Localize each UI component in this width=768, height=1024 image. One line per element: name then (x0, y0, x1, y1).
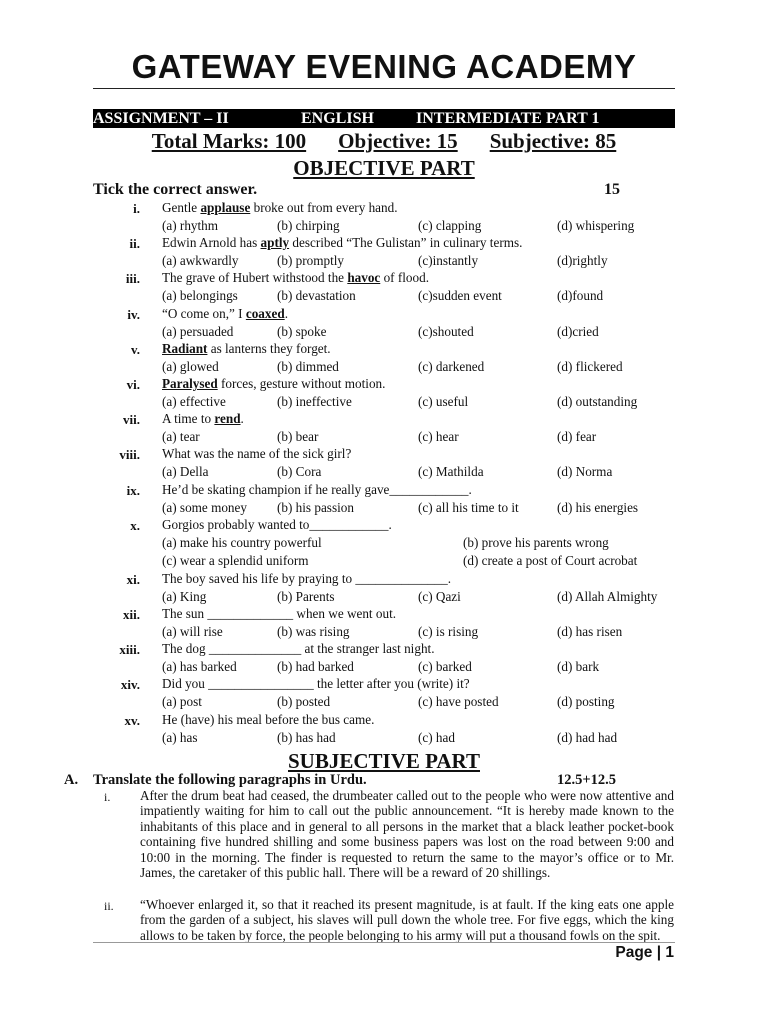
question-text-part: broke out from every hand. (250, 200, 398, 215)
answer-option[interactable]: (c) had (418, 729, 455, 745)
answer-option[interactable]: (d) has risen (557, 624, 623, 639)
question-number: vi. (126, 377, 140, 392)
question-text (162, 517, 392, 533)
question-keyword: havoc (347, 270, 381, 286)
question-text-part: The sun _____________ when we went out. (162, 606, 397, 621)
assignment-label: ASSIGNMENT – II (93, 110, 229, 127)
question-number: xii. (123, 607, 140, 622)
question-text-part: He (have) his meal before the bus came. (162, 711, 375, 727)
answer-option[interactable]: (a) belongings (162, 288, 238, 304)
question-text (162, 235, 522, 251)
question-number: ii. (129, 236, 140, 252)
objective-heading: OBJECTIVE PART (293, 156, 475, 180)
subject-label: ENGLISH (301, 110, 374, 127)
answer-option[interactable]: (c) Mathilda (418, 464, 484, 480)
answer-option[interactable]: (a) has (162, 729, 198, 745)
objective-instruction: Tick the correct answer. (93, 181, 258, 198)
paragraph-text: After the drum beat had ceased, the drumbeater called out to the people who were now attentive and impatiently waiting for him to call out the public announcement. “It is hereby made known to the inhabitants of this place and in general to all persons in the market that a black leather pocket-book containing five hundred shilling and some business papers was lost on the road between 9:00 and 10:00 in the morning. The finder is requested to return the same to the mayor’s office or to Mr. James, the caretaker of this public hall. There will be a reward of 20 shillings. (140, 788, 674, 881)
section-marks: 12.5+12.5 (557, 772, 617, 788)
question-number: xv. (124, 712, 140, 728)
question-text-part: Gentle (162, 200, 201, 215)
question-text (162, 482, 472, 498)
question-text-part: of flood. (380, 270, 429, 286)
answer-option[interactable]: (a) tear (162, 429, 200, 445)
answer-option[interactable]: (b) spoke (277, 323, 327, 339)
footer-divider (93, 942, 675, 943)
objective-marks-value: 15 (604, 181, 620, 198)
answer-option[interactable]: (d)found (557, 288, 604, 304)
answer-option[interactable]: (d) had had (557, 729, 618, 745)
question-text-part: . (284, 305, 288, 321)
question-number: xiv. (120, 677, 140, 693)
answer-option[interactable]: (a) post (162, 694, 202, 710)
question-text (162, 200, 398, 216)
answer-option[interactable]: (a) make his country powerful (162, 534, 322, 550)
question-text-part: as lanterns they forget. (207, 340, 331, 356)
answer-option[interactable]: (d) outstanding (557, 394, 638, 409)
answer-option[interactable]: (d) Allah Almighty (557, 588, 658, 604)
question-number: iv. (127, 306, 140, 322)
answer-option[interactable]: (c) Qazi (418, 588, 461, 604)
question-text-part: described “The Gulistan” in culinary terms. (289, 235, 523, 251)
answer-option[interactable]: (a) King (162, 588, 207, 604)
page-footer: Page | 1 (615, 944, 674, 961)
objective-marks: Objective: 15 (338, 129, 458, 153)
answer-option[interactable]: (b) bear (277, 429, 319, 445)
marks-line (0, 129, 768, 154)
answer-option[interactable]: (b) promptly (277, 253, 345, 269)
answer-option[interactable]: (d) posting (557, 694, 615, 710)
answer-option[interactable]: (b) devastation (277, 288, 356, 304)
question-number: xiii. (119, 642, 140, 658)
answer-option[interactable]: (d) Norma (557, 464, 613, 480)
answer-option[interactable]: (c) barked (418, 659, 472, 675)
question-text-part: The grave of Hubert withstood the (162, 270, 348, 286)
answer-option[interactable]: (b) his passion (277, 499, 354, 515)
question-text-part: Gorgios probably wanted to____________. (162, 516, 392, 532)
question-number: iii. (125, 271, 140, 287)
answer-option[interactable]: (c) all his time to it (418, 499, 519, 515)
question-keyword: rend (214, 411, 241, 427)
answer-option[interactable]: (a) persuaded (162, 323, 234, 339)
answer-option[interactable]: (b) Parents (277, 588, 335, 604)
question-text (162, 446, 351, 462)
question-keyword: coaxed (245, 305, 285, 321)
question-keyword: Paralysed (162, 376, 218, 391)
paragraph-number: i. (104, 790, 111, 804)
total-marks: Total Marks: 100 (151, 129, 307, 153)
page-number: 1 (665, 944, 674, 961)
question-keyword: aptly (260, 235, 290, 251)
answer-option[interactable]: (b) has had (277, 729, 336, 745)
question-text-part: Did you ________________ the letter after you (write) it? (162, 676, 470, 692)
answer-option[interactable]: (d) flickered (557, 358, 623, 374)
answer-option[interactable]: (c) darkened (418, 358, 485, 374)
answer-option[interactable]: (b) Cora (277, 464, 322, 480)
answer-option[interactable]: (c) have posted (418, 694, 499, 710)
answer-option[interactable]: (c)sudden event (418, 288, 502, 304)
answer-option[interactable]: (b) chirping (277, 218, 340, 233)
answer-option[interactable]: (b) ineffective (277, 394, 352, 409)
answer-option[interactable]: (b) posted (277, 694, 331, 710)
assignment-bar (93, 109, 675, 128)
answer-option[interactable]: (d) his energies (557, 499, 639, 515)
answer-option[interactable]: (c) wear a splendid uniform (162, 552, 309, 568)
answer-option[interactable]: (c)shouted (418, 323, 474, 339)
answer-option[interactable]: (c) useful (418, 394, 469, 409)
answer-option[interactable]: (a) rhythm (162, 218, 219, 233)
answer-option[interactable]: (b) dimmed (277, 358, 339, 374)
question-text-part: Edwin Arnold has (162, 235, 261, 251)
section-title: Translate the following paragraphs in Urdu. (93, 772, 367, 788)
answer-option[interactable]: (b) had barked (277, 659, 354, 675)
answer-option[interactable]: (d)rightly (557, 253, 608, 269)
question-text-part: A time to (162, 411, 215, 427)
question-text-part: . (240, 411, 244, 427)
question-number: xi. (126, 571, 140, 587)
answer-option[interactable]: (c) hear (418, 429, 459, 445)
question-number: x. (130, 517, 140, 533)
answer-option[interactable]: (d) bark (557, 659, 600, 675)
paragraph-text: “Whoever enlarged it, so that it reached its present magnitude, is at fault. If the king eats one apple from the garden of a subject, his slaves will pull down the whole tree. For five eggs, which the king allows to be taken by force, the people belonging to his army will put a thousand fowls on the spit. (140, 897, 674, 943)
question-text-part: What was the name of the sick girl? (162, 446, 352, 462)
answer-option[interactable]: (b) prove his parents wrong (463, 534, 609, 550)
question-number: viii. (119, 447, 140, 463)
class-label: INTERMEDIATE PART 1 (416, 110, 600, 127)
answer-option[interactable]: (c) is rising (418, 624, 479, 639)
answer-option[interactable]: (b) was rising (277, 624, 350, 639)
paragraph-number: ii. (104, 899, 114, 913)
question-keyword: applause (200, 200, 251, 215)
subjective-marks: Subjective: 85 (489, 129, 617, 153)
answer-option[interactable]: (a) will rise (162, 624, 223, 639)
title-underline (93, 88, 675, 89)
answer-option[interactable]: (a) some money (162, 499, 247, 515)
section-letter: A. (64, 772, 79, 788)
question-number: vii. (123, 412, 140, 428)
question-number: i. (133, 201, 140, 216)
answer-option[interactable]: (d)cried (557, 323, 599, 339)
question-text (162, 411, 244, 427)
answer-option[interactable]: (a) awkwardly (162, 253, 239, 269)
question-keyword: Radiant (162, 340, 208, 356)
question-text-part: The dog ______________ at the stranger last night. (162, 641, 435, 657)
question-text-part: “O come on,” I (162, 305, 246, 321)
answer-option[interactable]: (a) has barked (162, 659, 237, 675)
answer-option[interactable]: (a) effective (162, 394, 226, 409)
question-text-part: The boy saved his life by praying to ______________. (162, 570, 451, 586)
question-text (162, 306, 288, 322)
answer-option[interactable]: (a) glowed (162, 358, 219, 374)
page-label: Page (615, 944, 653, 961)
answer-option[interactable]: (d) fear (557, 429, 597, 445)
subjective-heading: SUBJECTIVE PART (288, 749, 480, 773)
question-text-part: forces, gesture without motion. (217, 376, 386, 391)
answer-option[interactable]: (a) Della (162, 464, 209, 480)
question-text-part: He’d be skating champion if he really gave____________. (162, 481, 472, 497)
page-title: GATEWAY EVENING ACADEMY (131, 48, 637, 85)
question-text (162, 341, 331, 357)
question-text (162, 376, 385, 392)
question-number: ix. (126, 482, 140, 498)
answer-option[interactable]: (c)instantly (418, 253, 479, 269)
question-text (162, 270, 429, 286)
question-text (162, 606, 396, 622)
answer-option[interactable]: (c) clapping (418, 218, 482, 233)
question-text (162, 571, 451, 587)
question-text (162, 676, 470, 692)
answer-option[interactable]: (d) whispering (557, 218, 635, 233)
question-text (162, 641, 435, 657)
answer-option[interactable]: (d) create a post of Court acrobat (463, 552, 638, 568)
question-text (162, 712, 374, 728)
question-number: v. (130, 341, 140, 357)
